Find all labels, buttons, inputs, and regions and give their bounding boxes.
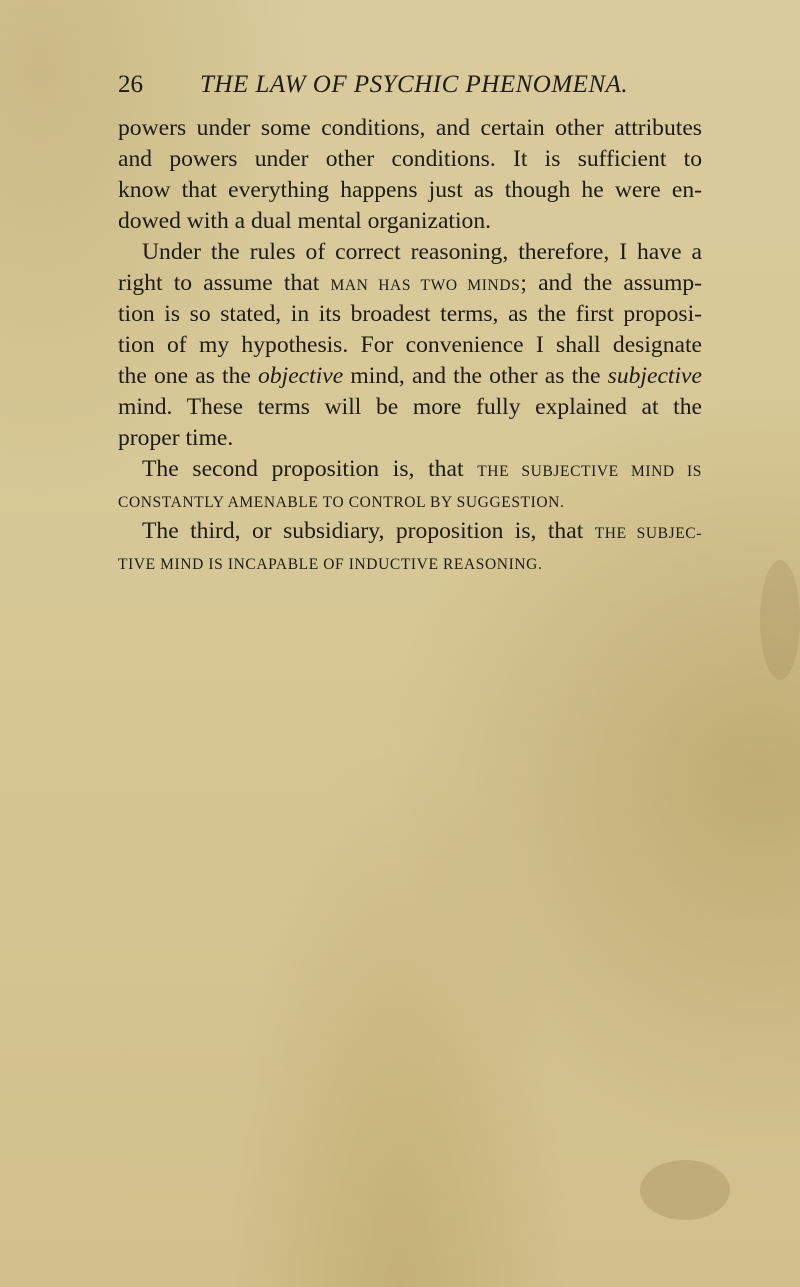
text-line	[118, 268, 702, 299]
text-line	[118, 516, 702, 547]
paragraph	[118, 454, 702, 516]
body-text	[118, 113, 702, 578]
page-number: 26	[118, 71, 143, 98]
text-line: mind. These terms will be more fully explained at the	[118, 394, 702, 420]
paragraph	[118, 113, 702, 237]
text-line: know that everything happens just as though he were en-	[118, 177, 702, 203]
text-line: powers under some conditions, and certain other attributes	[118, 115, 702, 141]
text-line	[118, 454, 702, 485]
text-line: tion is so stated, in its broadest terms, as the first proposi-	[118, 301, 702, 327]
text-run: The second proposition is, that	[142, 456, 464, 482]
paper-stain	[640, 1160, 730, 1220]
text-line	[118, 485, 702, 516]
text-run: the one as the	[118, 363, 251, 389]
italic-run: objective	[258, 363, 344, 389]
paragraph	[118, 516, 702, 578]
small-caps-run: MAN HAS TWO MINDS	[330, 277, 521, 294]
small-caps-run: THE SUBJECTIVE MIND IS	[477, 463, 702, 480]
small-caps-run: TIVE MIND IS INCAPABLE OF INDUCTIVE REASONING.	[118, 556, 543, 573]
text-line: tion of my hypothesis. For convenience I shall designate	[118, 332, 702, 358]
text-run: right to assume that	[118, 270, 320, 296]
text-line	[118, 361, 702, 392]
text-line: Under the rules of correct reasoning, therefore, I have a	[142, 239, 702, 265]
text-run: ; and the assump-	[520, 270, 702, 296]
paragraph	[118, 237, 702, 454]
italic-run: subjective	[607, 363, 702, 389]
text-line	[118, 547, 702, 578]
text-line: and powers under other conditions. It is sufficient to	[118, 146, 702, 172]
text-run: The third, or subsidiary, proposition is, that	[142, 518, 584, 544]
text-line: dowed with a dual mental organization.	[118, 208, 492, 234]
small-caps-run: THE SUBJEC-	[594, 525, 702, 542]
text-line: proper time.	[118, 425, 234, 451]
small-caps-run: CONSTANTLY AMENABLE TO CONTROL BY SUGGESTION.	[118, 494, 565, 511]
running-title: THE LAW OF PSYCHIC PHENOMENA.	[200, 71, 629, 98]
text-run: mind, and the other as the	[350, 363, 601, 389]
paper-stain	[760, 560, 800, 680]
running-header	[118, 68, 628, 102]
